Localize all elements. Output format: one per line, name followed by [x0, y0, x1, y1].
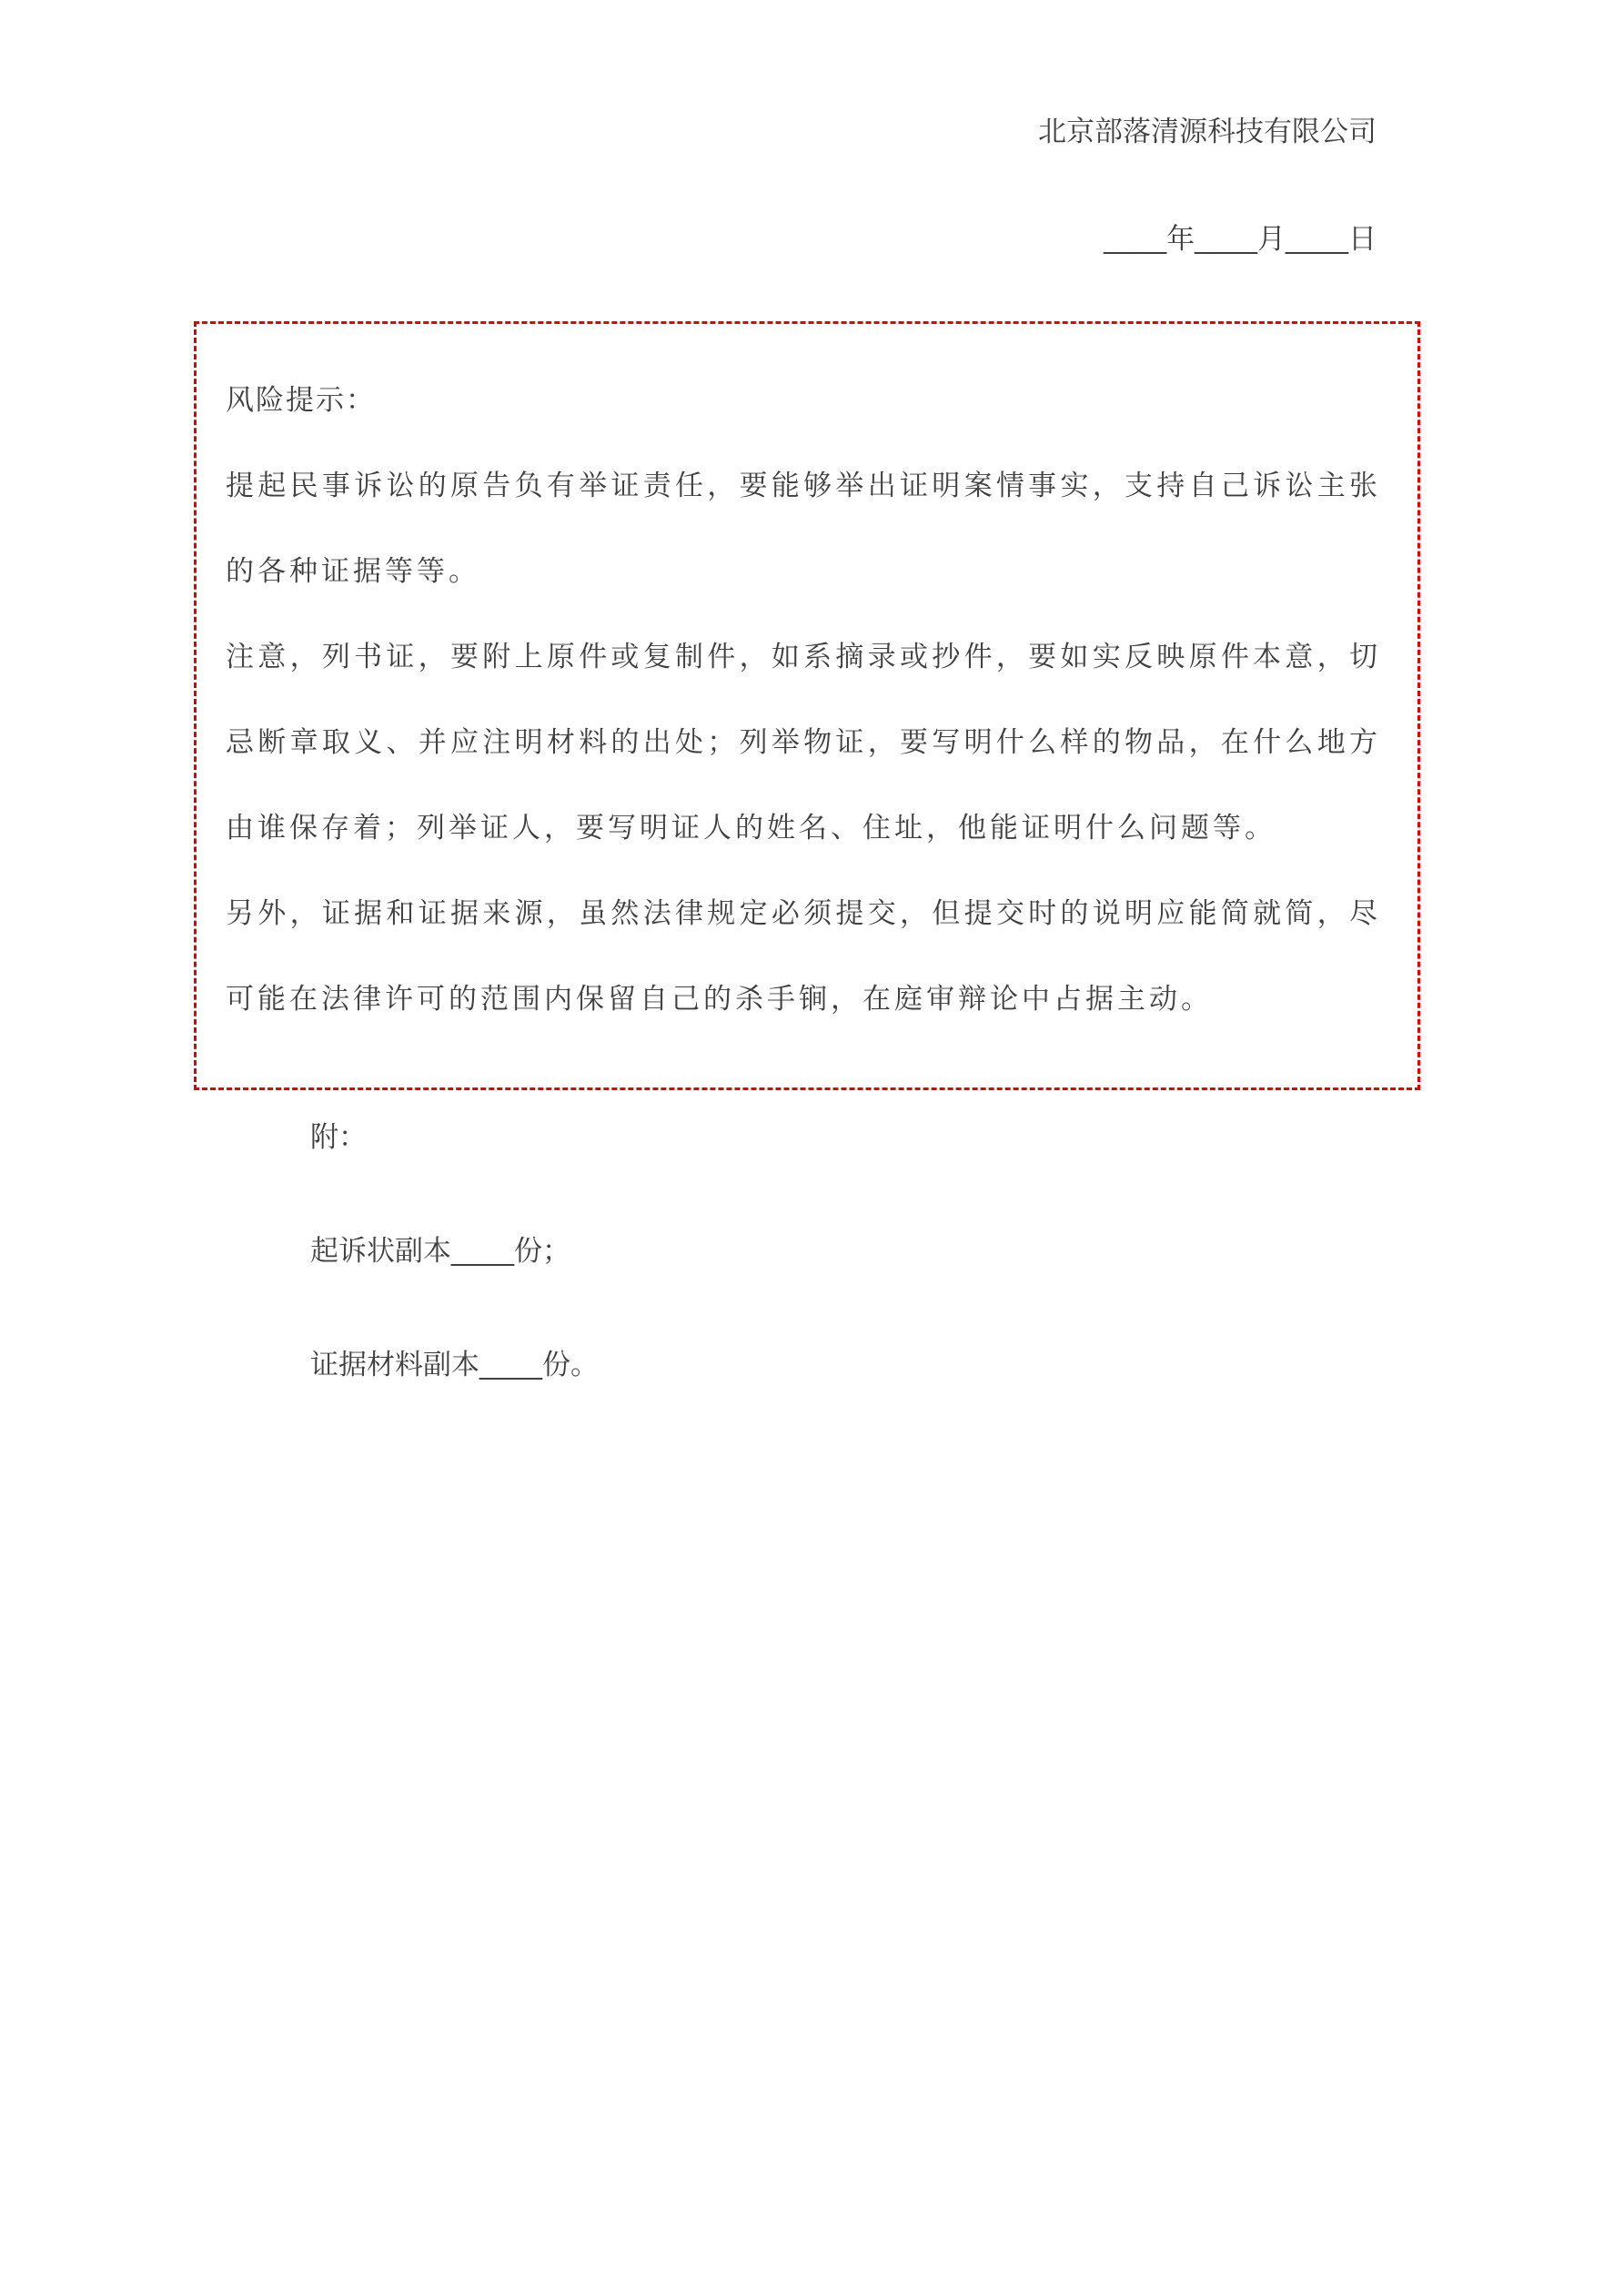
- risk-warning-paragraph: 注意，列书证，要附上原件或复制件，如系摘录或抄件，要如实反映原件本意，切忌断章取义、并应注明材料的出处；列举物证，要写明什么样的物品，在什么地方由谁保存着；列举证人，要写明证人的姓名、住址，他能证明什么问题等。: [226, 641, 1381, 844]
- attachment-item: 证据材料副本____份。: [310, 1349, 599, 1381]
- attachments-label: 附：: [310, 1121, 367, 1153]
- risk-warning-paragraph: 提起民事诉讼的原告负有举证责任，要能够举出证明案情事实，支持自己诉讼主张的各种证据等等。: [226, 470, 1381, 587]
- attachments-section: [310, 1080, 599, 1421]
- risk-warning-title: 风险提示：: [226, 384, 376, 416]
- risk-warning-paragraph: 另外，证据和证据来源，虽然法律规定必须提交，但提交时的说明应能简就简，尽可能在法律许可的范围内保留自己的杀手锏，在庭审辩论中占据主动。: [226, 897, 1381, 1015]
- date-blank-line: ____年____月____日: [1104, 223, 1377, 255]
- risk-warning-box: [194, 321, 1420, 1090]
- attachment-item: 起诉状副本____份；: [310, 1235, 570, 1267]
- company-name: 北京部落清源科技有限公司: [1038, 116, 1377, 147]
